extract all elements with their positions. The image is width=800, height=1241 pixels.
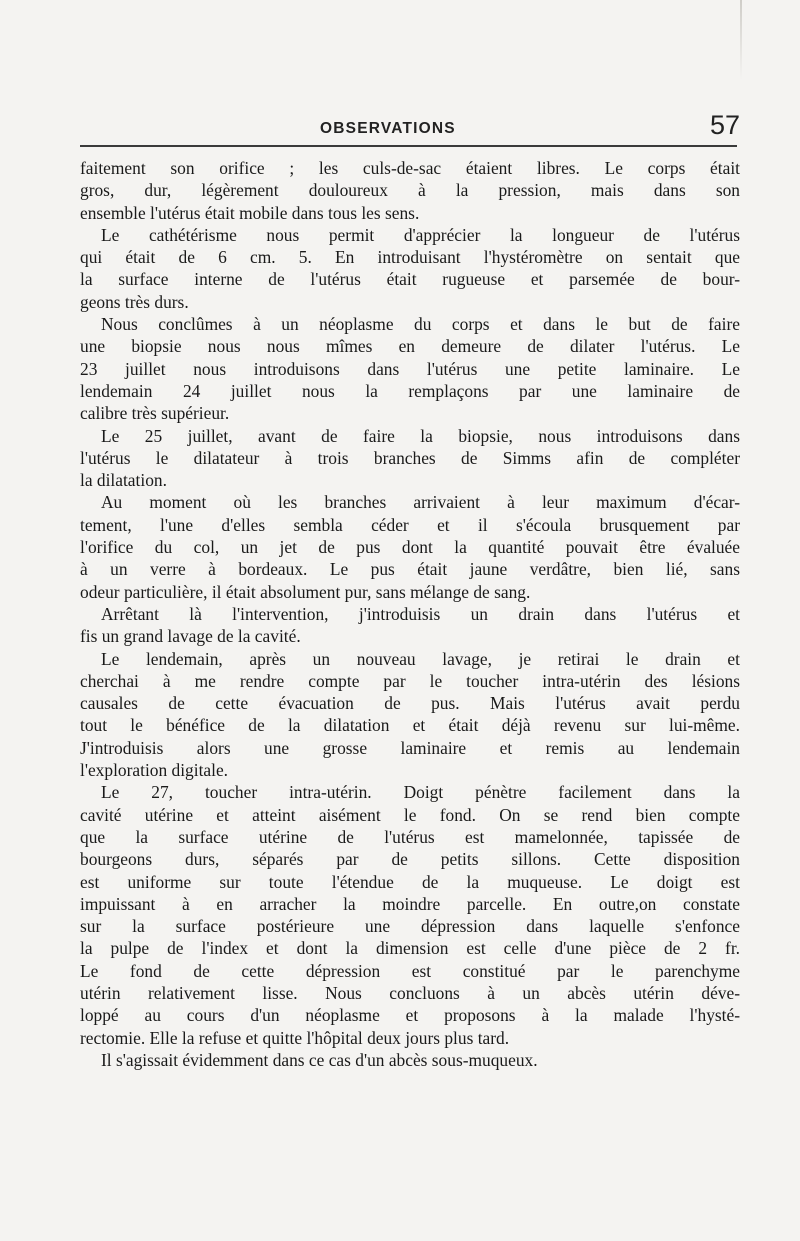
text-line: odeur particulière, il était absolument pur, sans mélange de sang. [80,581,531,602]
text-line: cherchai à me rendre compte par le toucher intra-utérin des lésions [80,670,740,691]
text-line: sur la surface postérieure une dépression dans laquelle s'enfonce [80,916,740,937]
text-line: cavité utérine et atteint aisément le fond. On se rend bien compte [80,804,740,825]
text-line: une biopsie nous nous mîmes en demeure de dilater l'utérus. Le [80,336,740,357]
text-line: la dilatation. [80,470,167,491]
text-line: Le fond de cette dépression est constitué par le parenchyme [80,960,740,981]
text-line: gros, dur, légèrement douloureux à la pression, mais dans son [80,180,740,201]
text-line: causales de cette évacuation de pus. Mais l'utérus avait perdu [80,693,740,714]
text-line: tement, l'une d'elles sembla céder et il s'écoula brusquement par [80,514,740,535]
text-line: Arrêtant là l'intervention, j'introduisis un drain dans l'utérus et [101,603,740,624]
running-title: OBSERVATIONS [320,120,456,137]
text-line: Le 25 juillet, avant de faire la biopsie, nous introduisons dans [101,425,740,446]
text-line: Le cathétérisme nous permit d'apprécier la longueur de l'utérus [101,224,740,245]
header-rule [80,145,737,147]
text-line: à un verre à bordeaux. Le pus était jaune verdâtre, bien lié, sans [80,559,740,580]
text-line: geons très durs. [80,291,189,312]
running-head [80,108,740,148]
text-line: lendemain 24 juillet nous la remplaçons par une laminaire de [80,380,740,401]
text-line: Le lendemain, après un nouveau lavage, je retirai le drain et [101,648,740,669]
text-line: impuissant à en arracher la moindre parcelle. En outre,on constate [80,893,740,914]
text-line: tout le bénéfice de la dilatation et était déjà revenu sur lui-même. [80,715,740,736]
text-line: Il s'agissait évidemment dans ce cas d'un abcès sous-muqueux. [101,1049,538,1070]
paper-crease [740,0,742,80]
text-line: est uniforme sur toute l'étendue de la muqueuse. Le doigt est [80,871,740,892]
body-text [80,157,740,1071]
text-line: la surface interne de l'utérus était rugueuse et parsemée de bour- [80,269,740,290]
text-line: l'utérus le dilatateur à trois branches de Simms afin de compléter [80,447,740,468]
text-line: J'introduisis alors une grosse laminaire et remis au lendemain [80,737,740,758]
text-line: l'exploration digitale. [80,760,229,781]
text-line: fis un grand lavage de la cavité. [80,626,301,647]
text-line: calibre très supérieur. [80,403,230,424]
text-line: Le 27, toucher intra-utérin. Doigt pénètre facilement dans la [101,782,740,803]
text-line: que la surface utérine de l'utérus est mamelonnée, tapissée de [80,826,740,847]
text-line: Nous conclûmes à un néoplasme du corps et dans le but de faire [101,314,740,335]
text-line: la pulpe de l'index et dont la dimension est celle d'une pièce de 2 fr. [80,938,740,959]
text-line: Au moment où les branches arrivaient à leur maximum d'écar- [101,492,740,513]
text-line: faitement son orifice ; les culs-de-sac étaient libres. Le corps était [80,158,740,178]
page-number: 57 [709,110,740,140]
text-line: ensemble l'utérus était mobile dans tous les sens. [80,202,420,223]
text-line: rectomie. Elle la refuse et quitte l'hôpital deux jours plus tard. [80,1027,510,1048]
text-line: bourgeons durs, séparés par de petits sillons. Cette disposition [80,849,740,870]
text-line: l'orifice du col, un jet de pus dont la quantité pouvait être évaluée [80,537,740,558]
text-line: utérin relativement lisse. Nous concluons à un abcès utérin déve- [80,982,740,1003]
text-line: qui était de 6 cm. 5. En introduisant l'hystéromètre on sentait que [80,247,740,268]
text-line: loppé au cours d'un néoplasme et proposons à la malade l'hysté- [80,1005,740,1026]
text-line: 23 juillet nous introduisons dans l'utérus une petite laminaire. Le [80,358,740,379]
